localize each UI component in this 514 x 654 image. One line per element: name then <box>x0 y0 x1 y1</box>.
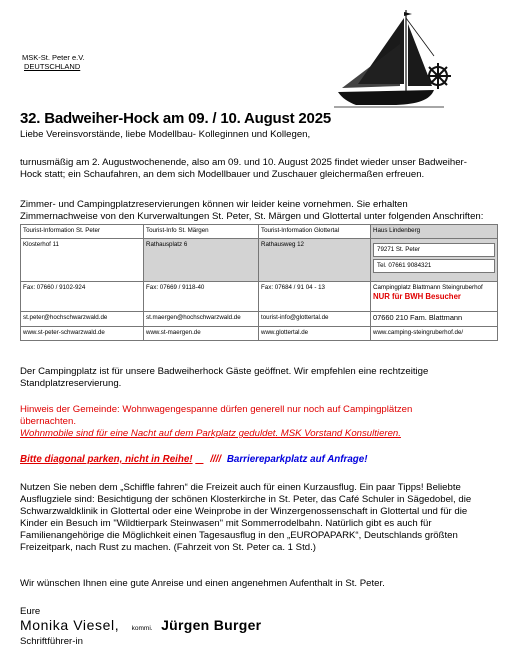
tips-paragraph <box>20 482 471 554</box>
contact-email: st.maergen@hochschwarzwald.de <box>144 312 259 327</box>
parking-warning: Bitte diagonal parken, nicht in Reihe! <box>20 454 193 465</box>
tips-line: Nutzen Sie neben dem „Schiffle fahren“ die Freizeit auch für einen Kurzausflug. Ein paar Tipps! Beliebte <box>20 482 461 493</box>
parking-notice <box>20 454 367 465</box>
reservation-line: Zimmer- und Campingplatzreservierungen können wir leider keine vornehmen. Sie erhalten <box>20 199 408 210</box>
intro-line: Hock statt; ein Schaufahren, an dem sich Modellbauer und Zuschauer gleichermaßen erfreuen. <box>20 169 425 180</box>
tips-line: Familienangehörige die Möglichkeit einen Tagesausflug in den „EUROPAPARK“, Deutschlands größten <box>20 530 458 541</box>
municipality-notice <box>20 404 412 440</box>
table-row <box>21 282 498 312</box>
contact-fax: Fax: 07684 / 91 04 - 13 <box>259 282 371 312</box>
organization-block <box>22 53 85 71</box>
contact-header: Tourist-Information Glottertal <box>259 225 371 239</box>
contact-web: www.st-peter-schwarzwald.de <box>21 327 144 341</box>
contact-header: Tourist-Information St. Peter <box>21 225 144 239</box>
contact-email: tourist-info@glottertal.de <box>259 312 371 327</box>
lindenberg-cell <box>371 239 498 282</box>
tips-line: Kinder ein Besuch im "Wildtierpark Steinwasen" mit Sommerrodelbahn. Natürlich gibt es auch für <box>20 518 432 529</box>
contact-fax: Fax: 07660 / 9102-924 <box>21 282 144 312</box>
wish-line: Wir wünschen Ihnen eine gute Anreise und einen angenehmen Aufenthalt in St. Peter. <box>20 578 385 589</box>
contact-web: www.st-maergen.de <box>144 327 259 341</box>
camping-line: Der Campingplatz ist für unsere Badweiherhock Gäste geöffnet. Wir empfehlen eine rechtzeitige <box>20 366 429 377</box>
contact-address: Rathausweg 12 <box>259 239 371 282</box>
reservation-line: Zimmernachweise von den Kurverwaltungen St. Peter, St. Märgen und Glottertal unter folgenden Anschriften: <box>20 211 484 222</box>
greeting: Liebe Vereinsvorstände, liebe Modellbau- Kolleginnen und Kollegen, <box>20 129 311 140</box>
signer-kommi: kommi. <box>131 625 153 632</box>
contact-address: Rathausplatz 6 <box>144 239 259 282</box>
camping-paragraph <box>20 366 428 390</box>
camping-line: Standplatzreservierung. <box>20 378 122 389</box>
reservation-paragraph <box>20 199 483 223</box>
contact-web: www.camping-steingruberhof.de/ <box>371 327 498 341</box>
camping-note: NUR für BWH Besucher <box>373 292 461 301</box>
intro-paragraph <box>20 157 467 181</box>
org-name: MSK-St. Peter e.V. <box>22 53 85 62</box>
parking-separator: //// <box>210 454 222 465</box>
contact-address: Klosterhof 11 <box>21 239 144 282</box>
notice-motorhome: Wohnmobile sind für eine Nacht auf dem Parkplatz geduldet. MSK Vorstand Konsultieren. <box>20 428 401 439</box>
signer-name-1: Monika Viesel, <box>20 617 120 633</box>
org-country: DEUTSCHLAND <box>24 62 81 71</box>
contacts-table <box>20 224 498 341</box>
camping-phone: 07660 210 Fam. Blattmann <box>371 312 498 327</box>
tips-line: Freizeitpark, nach Rust zu machen. (Fahrzeit von St. Peter ca. 1 Std.) <box>20 542 316 553</box>
camping-cell <box>371 282 498 312</box>
intro-line: turnusmäßig am 2. Augustwochenende, also am 09. und 10. August 2025 findet wieder unser Badweiher- <box>20 157 467 168</box>
contact-email: st.peter@hochschwarzwald.de <box>21 312 144 327</box>
signer-role: Schriftführer-in <box>20 636 83 647</box>
notice-line: übernachten. <box>20 416 77 427</box>
signature-names <box>20 617 261 635</box>
signer-name-2: Jürgen Burger <box>161 617 262 633</box>
sailboat-steering-wheel-logo <box>334 4 456 112</box>
document-title: 32. Badweiher-Hock am 09. / 10. August 2025 <box>20 110 331 127</box>
closing: Eure <box>20 606 41 617</box>
lindenberg-phone: Tel. 07661 9084321 <box>373 259 495 273</box>
table-row <box>21 225 498 239</box>
tips-line: Ausflugziele sind: Besichtigung der schönen Klosterkirche in St. Peter, das Café Schuler in Sägedobel, die <box>20 494 472 505</box>
table-row <box>21 239 498 282</box>
table-row <box>21 312 498 327</box>
lindenberg-address: 79271 St. Peter <box>373 243 495 257</box>
camping-name: Campingplatz Blattmann Steingruberhof <box>373 284 483 291</box>
contact-header: Haus Lindenberg <box>371 225 498 239</box>
table-row <box>21 327 498 341</box>
notice-line: Hinweis der Gemeinde: Wohnwagengespanne dürfen generell nur noch auf Campingplätzen <box>20 404 413 415</box>
tips-line: Schwarzwaldklinik in Glottertal oder eine Weinprobe in der Winzergenossenschaft in Glottertal und für die <box>20 506 468 517</box>
contact-web: www.glottertal.de <box>259 327 371 341</box>
parking-visitor: Barriereparkplatz auf Anfrage! <box>226 454 368 465</box>
contact-fax: Fax: 07669 / 9118-40 <box>144 282 259 312</box>
contact-header: Tourist-Info St. Märgen <box>144 225 259 239</box>
